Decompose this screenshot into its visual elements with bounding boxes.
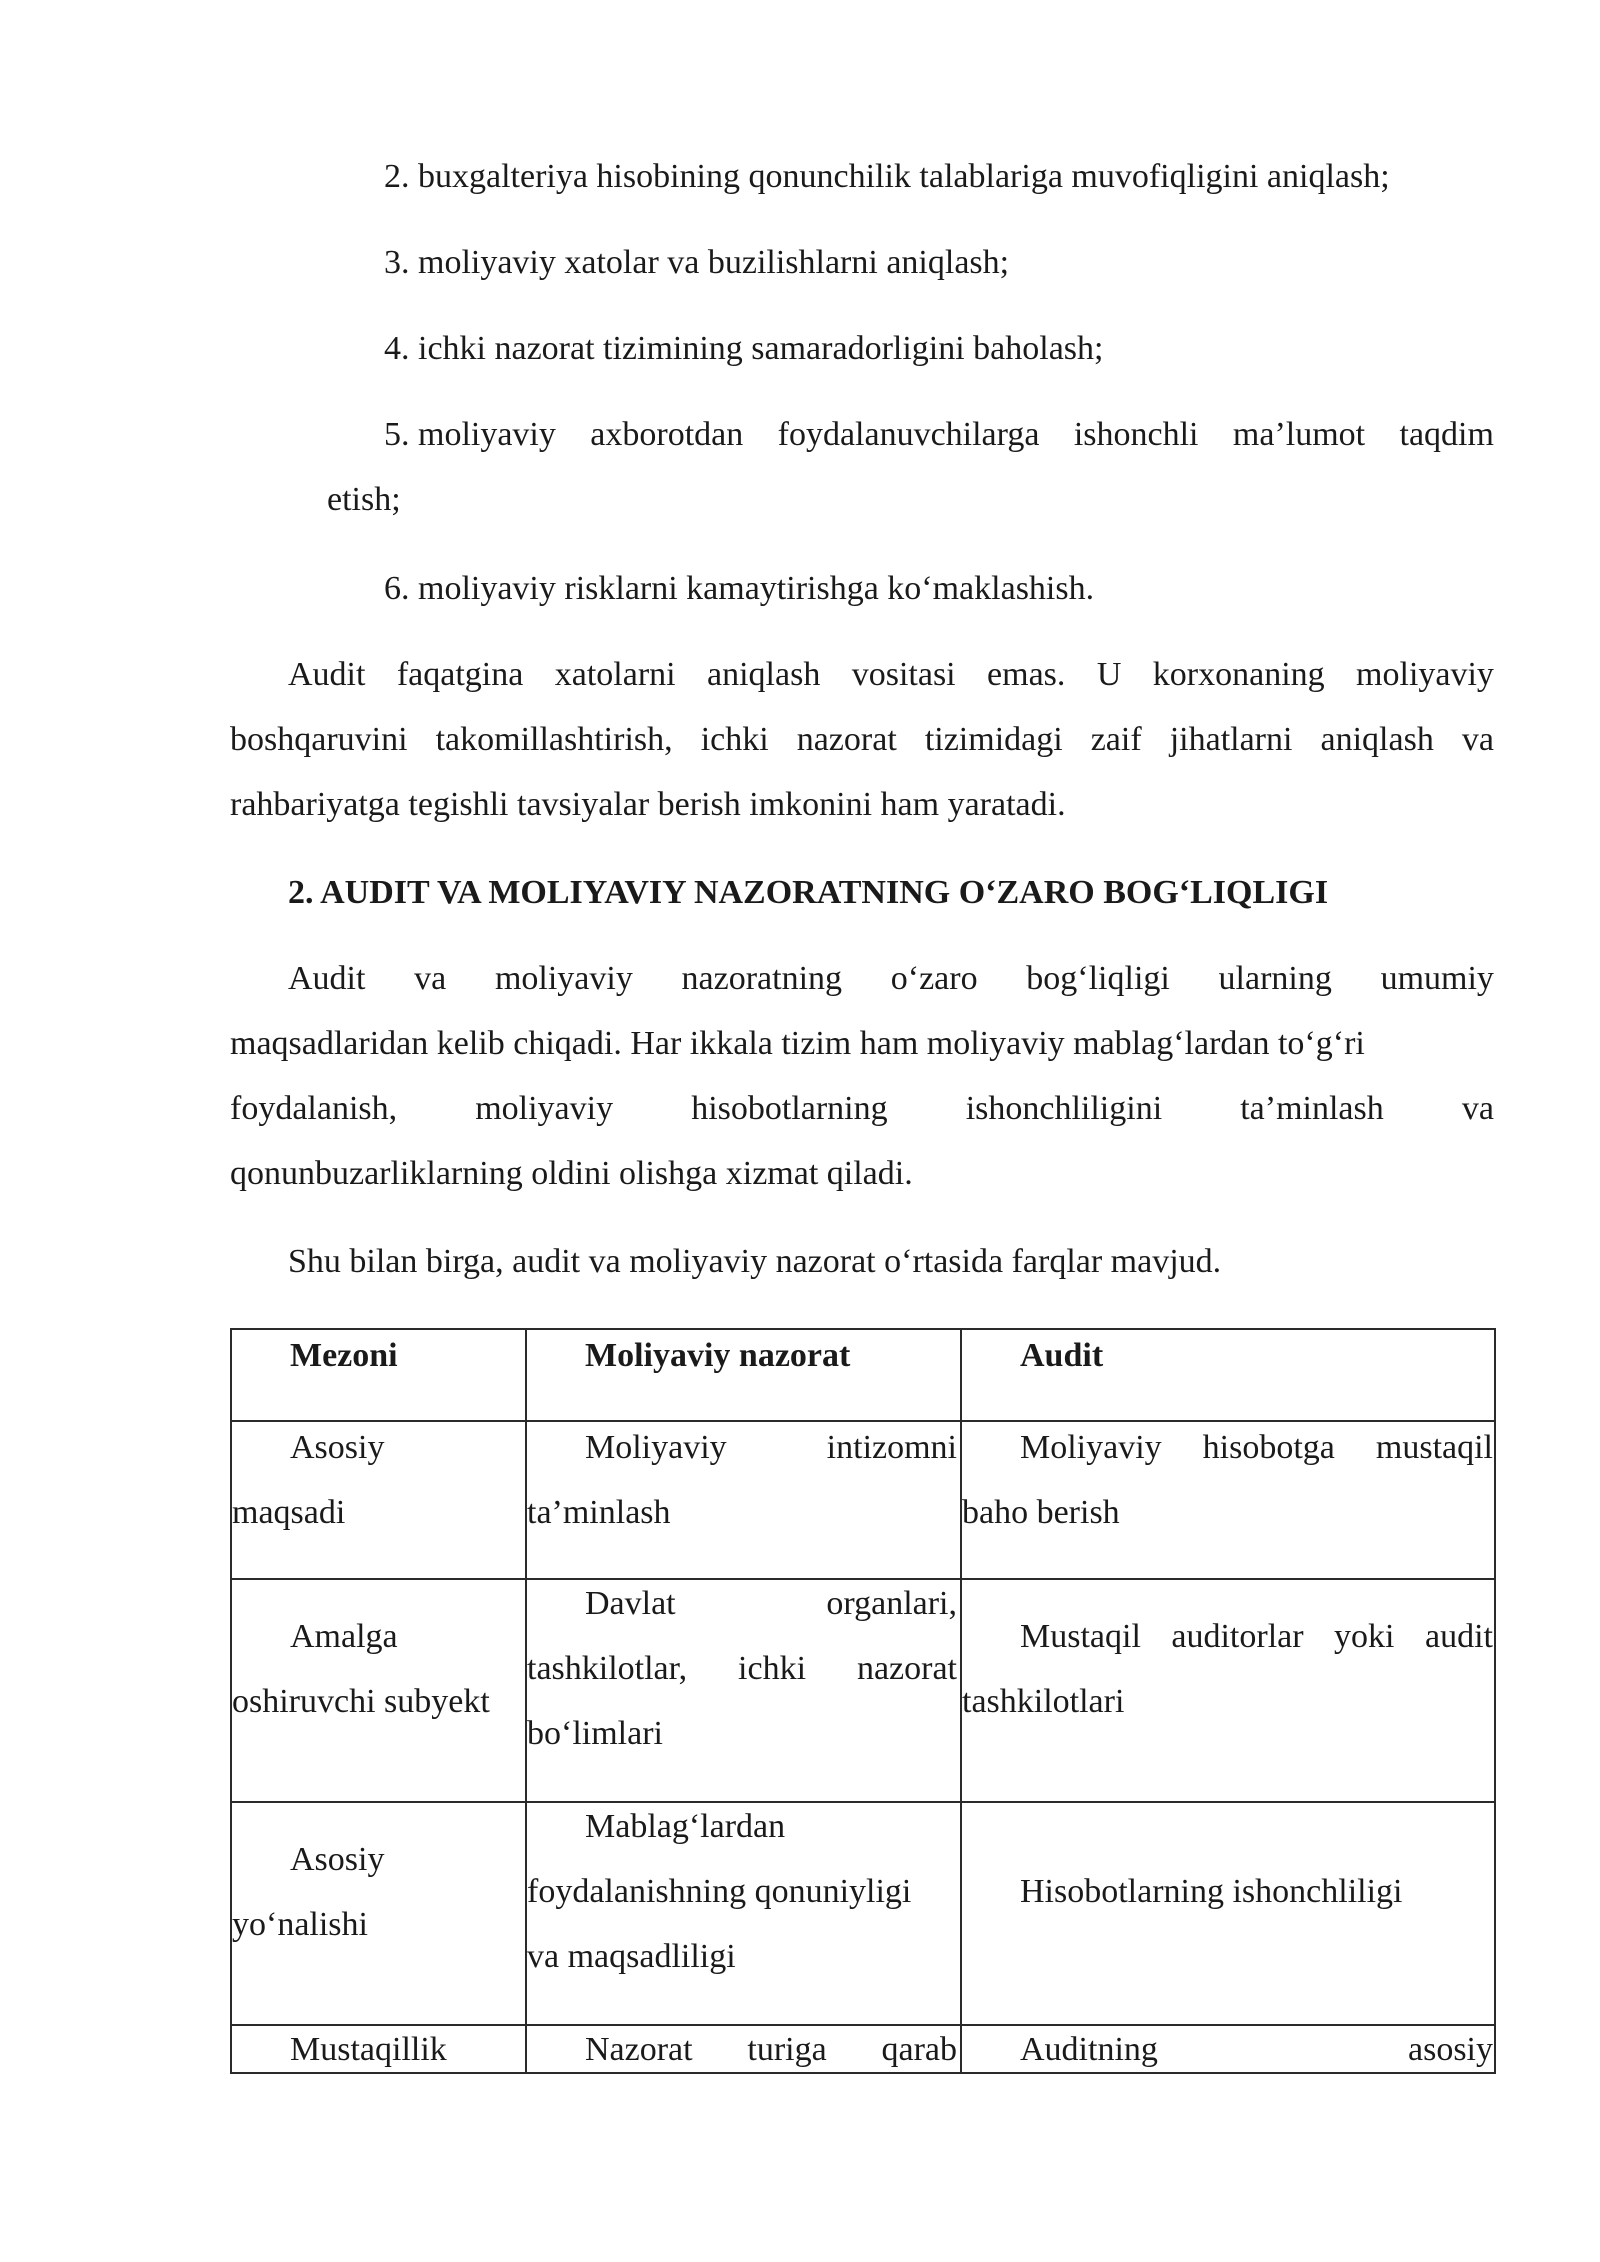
table-row-3-criterion-line-1: Asosiy xyxy=(290,1841,385,1878)
list-item-5-line-2: etish; xyxy=(327,481,401,518)
word: vositasi xyxy=(851,656,956,693)
word: tizimidagi xyxy=(924,721,1063,758)
word: Moliyaviy xyxy=(1020,1429,1162,1466)
list-item-3: 3. moliyaviy xatolar va buzilishlarni aniqlash; xyxy=(384,244,1010,281)
table-row-1-control-line-1 xyxy=(585,1428,957,1468)
word: auditorlar xyxy=(1171,1618,1304,1655)
word: faqatgina xyxy=(396,656,524,693)
word: 5. moliyaviy xyxy=(384,416,556,453)
word: foydalanish, xyxy=(230,1090,398,1127)
table-row-2-criterion-line-2: oshiruvchi subyekt xyxy=(232,1683,490,1720)
word: ichki xyxy=(700,721,769,758)
table-header-audit: Audit xyxy=(1020,1337,1104,1374)
table-row-1-criterion-line-1: Asosiy xyxy=(290,1429,385,1466)
word: xatolarni xyxy=(554,656,676,693)
table-row-divider xyxy=(230,2024,1496,2026)
list-item-6: 6. moliyaviy risklarni kamaytirishga ko‘maklashish. xyxy=(384,570,1095,607)
word: moliyaviy xyxy=(475,1090,614,1127)
word: mustaqil xyxy=(1375,1429,1493,1466)
word: va xyxy=(1461,721,1494,758)
word: emas. xyxy=(987,656,1066,693)
paragraph-2-line-3 xyxy=(230,1089,1494,1129)
word: intizomni xyxy=(826,1429,957,1466)
word: qarab xyxy=(881,2031,957,2068)
word: korxonaning xyxy=(1152,656,1325,693)
word: umumiy xyxy=(1380,960,1494,997)
word: Mustaqil xyxy=(1020,1618,1141,1655)
word: Moliyaviy xyxy=(585,1429,727,1466)
word: ichki xyxy=(738,1650,807,1687)
table-row-3-control-line-2: foydalanishning qonuniyligi xyxy=(527,1873,912,1910)
table-row-4-criterion-line-1: Mustaqillik xyxy=(290,2031,447,2068)
paragraph-2-line-4: qonunbuzarliklarning oldini olishga xizmat qiladi. xyxy=(230,1155,913,1192)
word: zaif xyxy=(1090,721,1142,758)
word: Auditning xyxy=(1020,2031,1158,2068)
paragraph-3: Shu bilan birga, audit va moliyaviy nazorat o‘rtasida farqlar mavjud. xyxy=(288,1243,1222,1280)
word: U xyxy=(1096,656,1122,693)
word: nazorat xyxy=(796,721,897,758)
list-item-5-line-1 xyxy=(384,415,1494,455)
word: hisobotga xyxy=(1202,1429,1335,1466)
word: nazorat xyxy=(856,1650,957,1687)
word: Davlat xyxy=(585,1585,676,1622)
word: audit xyxy=(1424,1618,1493,1655)
word: ishonchliligini xyxy=(965,1090,1163,1127)
table-row-2-control-line-1 xyxy=(585,1584,957,1624)
table-header-criterion: Mezoni xyxy=(290,1337,398,1374)
word: hisobotlarning xyxy=(691,1090,888,1127)
list-item-4: 4. ichki nazorat tizimining samaradorligini baholash; xyxy=(384,330,1104,367)
table-row-3-control-line-3: va maqsadliligi xyxy=(527,1938,736,1975)
table-row-divider xyxy=(230,1578,1496,1580)
table-row-4-audit-line-1 xyxy=(1020,2030,1493,2070)
word: Nazorat xyxy=(585,2031,693,2068)
word: moliyaviy xyxy=(1356,656,1494,693)
table-row-2-control-line-2 xyxy=(527,1649,957,1689)
word: taqdim xyxy=(1399,416,1494,453)
word: va xyxy=(1461,1090,1494,1127)
word: yoki xyxy=(1334,1618,1395,1655)
table-row-divider xyxy=(230,1420,1496,1422)
table-row-2-criterion-line-1: Amalga xyxy=(290,1618,398,1655)
word: Audit xyxy=(288,656,366,693)
table-row-1-control-line-2: ta’minlash xyxy=(527,1494,671,1531)
word: turiga xyxy=(747,2031,827,2068)
word: ta’minlash xyxy=(1240,1090,1384,1127)
list-item-2: 2. buxgalteriya hisobining qonunchilik talablariga muvofiqligini aniqlash; xyxy=(384,158,1390,195)
word: moliyaviy xyxy=(494,960,633,997)
word: foydalanuvchilarga xyxy=(777,416,1040,453)
table-row-2-audit-line-2: tashkilotlari xyxy=(962,1683,1125,1720)
table-row-3-audit-line-1: Hisobotlarning ishonchliligi xyxy=(1020,1873,1403,1910)
word: ishonchli xyxy=(1073,416,1199,453)
table-row-1-audit-line-2: baho berish xyxy=(962,1494,1120,1531)
word: boshqaruvini xyxy=(230,721,408,758)
word: organlari, xyxy=(826,1585,957,1622)
word: aniqlash xyxy=(1320,721,1434,758)
table-row-4-control-line-1 xyxy=(585,2030,957,2070)
paragraph-2-line-1 xyxy=(288,959,1494,999)
paragraph-2-line-2: maqsadlaridan kelib chiqadi. Har ikkala tizim ham moliyaviy mablag‘lardan to‘g‘ri xyxy=(230,1025,1365,1062)
table-row-3-control-line-1: Mablag‘lardan xyxy=(585,1808,786,1845)
table-row-2-audit-line-1 xyxy=(1020,1617,1493,1657)
word: takomillashtirish, xyxy=(435,721,673,758)
word: nazoratning xyxy=(681,960,843,997)
table-row-3-criterion-line-2: yo‘nalishi xyxy=(232,1906,368,1943)
word: va xyxy=(414,960,447,997)
word: ma’lumot xyxy=(1232,416,1366,453)
table-header-financial-control: Moliyaviy nazorat xyxy=(585,1337,851,1374)
paragraph-1-line-1 xyxy=(288,655,1494,695)
word: tashkilotlar, xyxy=(527,1650,688,1687)
table-row-1-criterion-line-2: maqsadi xyxy=(232,1494,346,1531)
word: ularning xyxy=(1218,960,1332,997)
paragraph-1-line-2 xyxy=(230,720,1494,760)
word: bog‘liqligi xyxy=(1026,960,1170,997)
word: jihatlarni xyxy=(1169,721,1293,758)
table-row-2-control-line-3: bo‘limlari xyxy=(527,1715,663,1752)
word: aniqlash xyxy=(707,656,821,693)
table-row-divider xyxy=(230,1801,1496,1803)
word: o‘zaro xyxy=(890,960,978,997)
table-row-1-audit-line-1 xyxy=(1020,1428,1493,1468)
word: axborotdan xyxy=(590,416,744,453)
word: asosiy xyxy=(1408,2031,1493,2068)
section-heading: 2. AUDIT VA MOLIYAVIY NAZORATNING O‘ZARO BOG‘LIQLIGI xyxy=(288,874,1329,911)
word: Audit xyxy=(288,960,366,997)
paragraph-1-line-3: rahbariyatga tegishli tavsiyalar berish imkonini ham yaratadi. xyxy=(230,786,1066,823)
